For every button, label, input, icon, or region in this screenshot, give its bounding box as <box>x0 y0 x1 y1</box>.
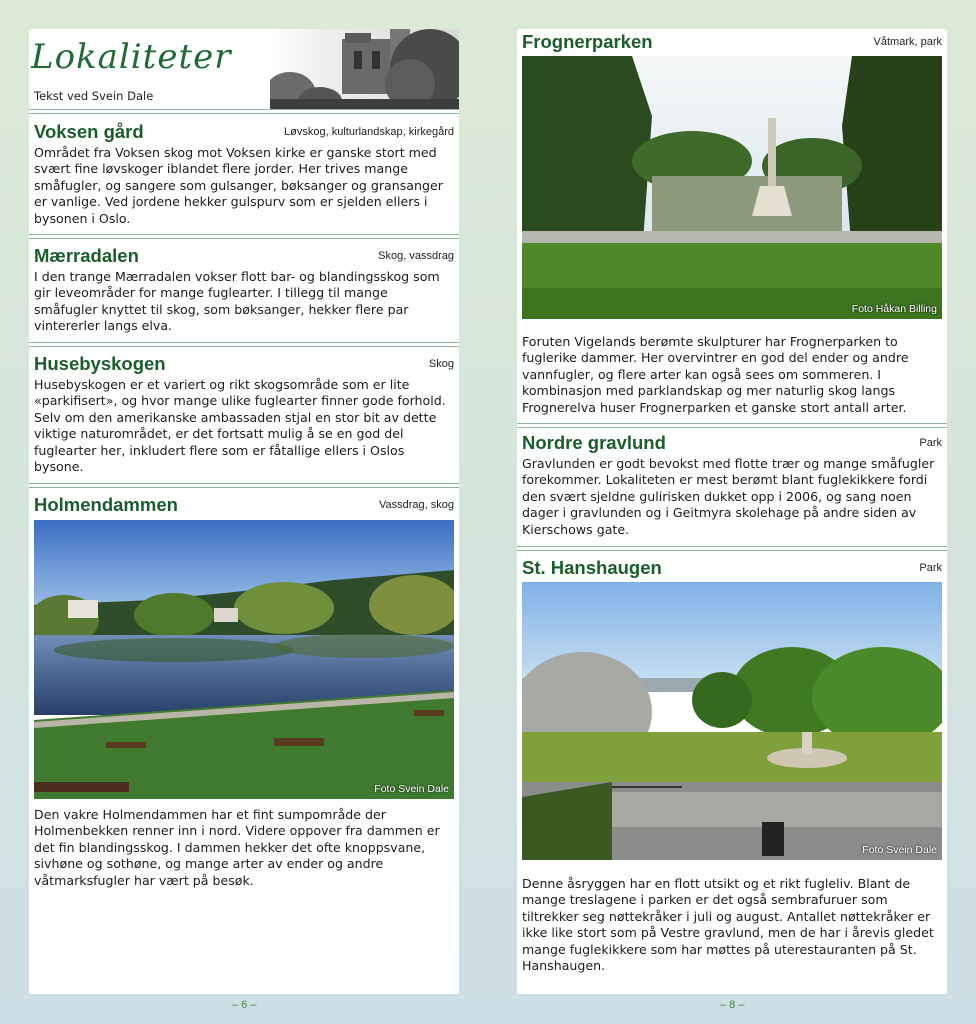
divider <box>29 483 459 488</box>
holmendammen-photo <box>34 520 454 799</box>
section-body: Husebyskogen er et variert og rikt skogsområde som er lite «parkifisert», og hvor mange ulike fuglearter finner gode forhold. Selv om den amerikanske ambassaden stjal en stor bit av dette viktige naturområdet, er det fortsatt mulig å se en god del fuglearter her, inkludert flere som er fåtallige ellers i Oslos bysone. <box>34 377 446 475</box>
section-title: Holmendammen <box>34 494 178 515</box>
section-tags: Skog <box>428 358 454 370</box>
byline: Tekst ved Svein Dale <box>34 89 154 103</box>
divider <box>517 546 947 551</box>
section-maerradalen <box>34 245 454 335</box>
section-tags: Skog, vassdrag <box>378 250 454 262</box>
frognerparken-photo <box>522 56 942 319</box>
section-husebyskogen <box>34 353 454 475</box>
section-voksen-gard <box>34 121 454 227</box>
section-tags: Vassdrag, skog <box>378 499 454 511</box>
section-title: Nordre gravlund <box>522 432 666 453</box>
section-title: Frognerparken <box>522 31 653 52</box>
page-title: Lokaliteter <box>31 37 232 77</box>
section-frognerparken <box>522 31 942 53</box>
section-tags: Løvskog, kulturlandskap, kirkegård <box>284 126 454 138</box>
section-body: I den trange Mærradalen vokser flott bar- og blandingsskog som gir leveområder for mange fuglearter. I tillegg til mange småfugler knyttet til skog, som bøksanger, hekker flere par vintererler langs elva. <box>34 269 440 334</box>
section-title: St. Hanshaugen <box>522 557 662 578</box>
section-body: Området fra Voksen skog mot Voksen kirke er ganske stort med svært fine løvskoger iblandet flere jorder. Her trives mange småfugler, og sangere som gulsanger, bøksanger og gransanger er vanlige. Ved jordene hekker gulspurv som er sjelden ellers i bysonen i Oslo. <box>34 145 443 226</box>
section-holmendammen <box>34 494 454 516</box>
section-body: Gravlunden er godt bevokst med flotte trær og mange småfugler forekommer. Lokaliteten er mest berømt blant fuglekikkere fordi den svært sjeldne gulirisken dukket opp i 2006, og sang noen dager i gravlunden og i Geitmyra skolehage på andre siden av Kierschows gate. <box>522 456 935 537</box>
photo-credit: Foto Svein Dale <box>374 783 449 795</box>
divider <box>517 423 947 428</box>
section-st-hanshaugen <box>522 557 942 579</box>
st-hanshaugen-photo <box>522 582 942 860</box>
section-tags: Våtmark, park <box>873 36 942 48</box>
right-page <box>517 29 947 994</box>
section-tags: Park <box>919 437 942 449</box>
section-body: Den vakre Holmendammen har et fint sumpområde der Holmenbekken renner inn i nord. Videre oppover fra dammen er det fin blandingsskog. I dammen hekker det ofte knoppsvane, sivhøne og sothøne, og mange arter av ender og andre våtmarksfugler har vært på besøk. <box>34 807 440 888</box>
section-holmendammen-text <box>34 805 454 889</box>
section-st-hanshaugen-text <box>522 874 942 974</box>
divider <box>29 109 459 114</box>
page-header <box>29 29 459 111</box>
photo-credit: Foto Håkan Billing <box>851 303 937 315</box>
photo-credit: Foto Svein Dale <box>862 844 937 856</box>
section-tags: Park <box>919 562 942 574</box>
section-nordre-gravlund <box>522 432 942 538</box>
page-number-left: – 6 – <box>232 999 257 1011</box>
divider <box>29 342 459 347</box>
section-body: Denne åsryggen har en flott utsikt og et rikt fugleliv. Blant de mange treslagene i parken er det også sembrafuruer som tiltrekker seg nøttekråker i juli og august. Antallet nøttekråker er ikke like stort som på Vestre gravlund, men de har i årevis gledet mange fuglekikkere som har møttes på uterestauranten på St. Hanshaugen. <box>522 876 934 974</box>
section-title: Mærradalen <box>34 245 139 266</box>
section-title: Husebyskogen <box>34 353 166 374</box>
page-number-right: – 8 – <box>720 999 745 1011</box>
left-page <box>29 29 459 994</box>
section-title: Voksen gård <box>34 121 144 142</box>
divider <box>29 234 459 239</box>
section-frognerparken-text <box>522 332 942 416</box>
section-body: Foruten Vigelands berømte skulpturer har Frognerparken to fuglerike dammer. Her overvintrer en god del ender og andre vannfugler, og flere arter kan også sees om sommeren. I kombinasjon med parklandskap og mer naturlig skog langs Frognerelva huser Frognerparken et ganske stort antall arter. <box>522 334 909 415</box>
church-header-image <box>270 29 459 109</box>
